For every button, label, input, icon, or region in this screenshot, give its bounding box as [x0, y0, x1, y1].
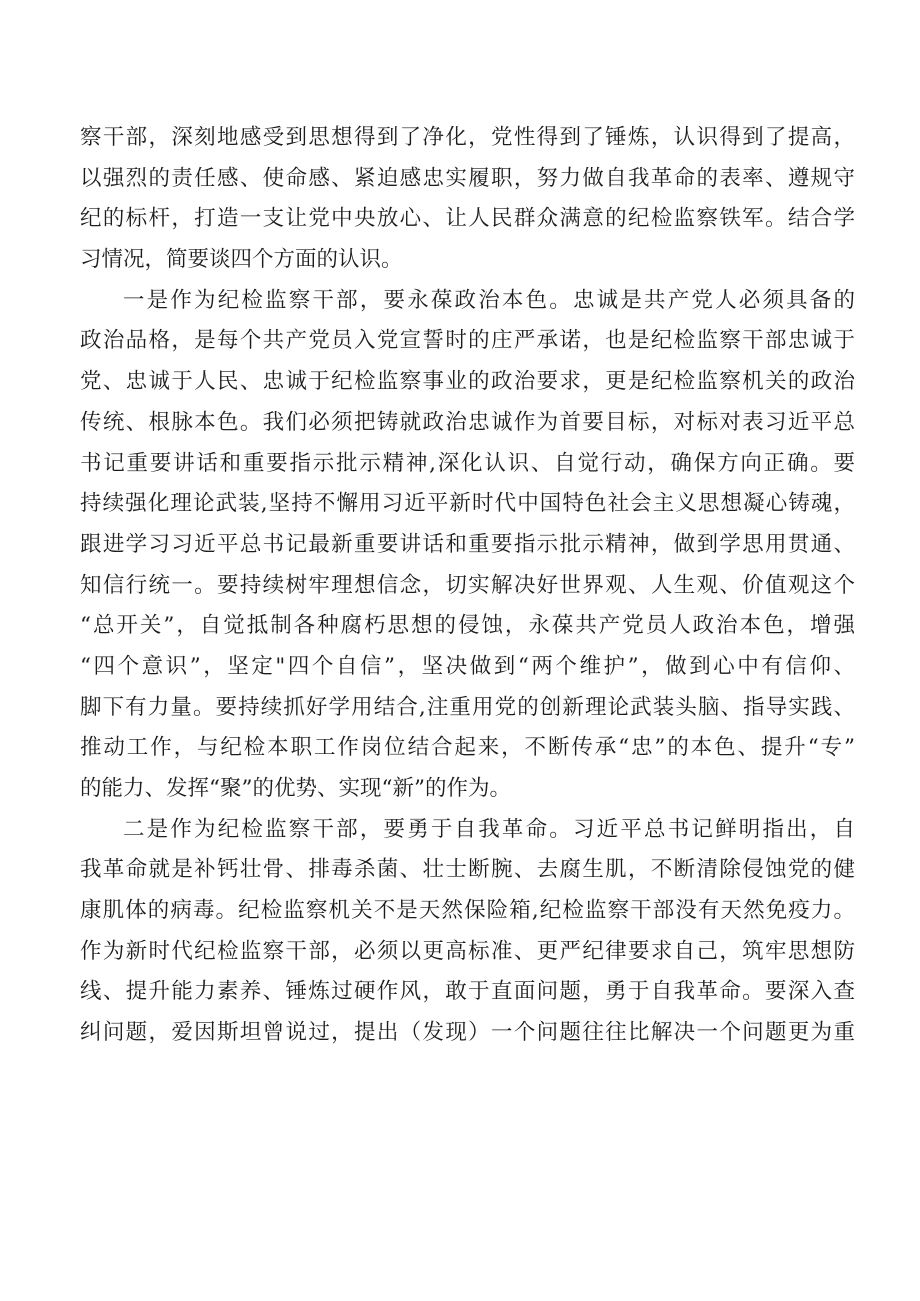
text-line: 持续强化理论武装,坚持不懈用习近平新时代中国特色社会主义思想凝心铸魂，	[80, 491, 855, 517]
text-line: 以强烈的责任感、使命感、紧迫感忠实履职，努力做自我革命的表率、遵规守	[80, 165, 855, 191]
text-line: 习情况，简要谈四个方面的认识。	[80, 247, 403, 273]
text-line: 察干部，深刻地感受到思想得到了净化，党性得到了锤炼，认识得到了提高，	[80, 125, 855, 150]
text-line: 脚下有力量。要持续抓好学用结合,注重用党的创新理论武装头脑、指导实践、	[80, 694, 855, 720]
paragraph-first-line: 二是作为纪检监察干部，要勇于自我革命。习近平总书记鲜明指出，自	[123, 816, 855, 842]
text-line: 书记重要讲话和重要指示批示精神,深化认识、自觉行动，确保方向正确。要	[80, 450, 855, 476]
text-line: 康肌体的病毒。纪检监察机关不是天然保险箱,纪检监察干部没有天然免疫力。	[80, 898, 855, 924]
text-line: 政治品格，是每个共产党员入党宣誓时的庄严承诺，也是纪检监察干部忠诚于	[80, 328, 855, 354]
text-line: 党、忠诚于人民、忠诚于纪检监察事业的政治要求，更是纪检监察机关的政治	[80, 369, 855, 395]
paragraph-first-line: 一是作为纪检监察干部，要永葆政治本色。忠诚是共产党人必须具备的	[123, 287, 855, 313]
text-line: 推动工作，与纪检本职工作岗位结合起来，不断传承“忠”的本色、提升“专”	[80, 735, 855, 761]
text-line: 跟进学习习近平总书记最新重要讲话和重要指示批示精神，做到学思用贯通、	[80, 531, 855, 557]
text-line: 作为新时代纪检监察干部，必须以更高标准、更严纪律要求自己，筑牢思想防	[80, 938, 855, 964]
text-line: “总开关”，自觉抵制各种腐朽思想的侵蚀，永葆共产党员人政治本色，增强	[80, 613, 855, 639]
text-line: 纪的标杆，打造一支让党中央放心、让人民群众满意的纪检监察铁军。结合学	[80, 206, 855, 232]
text-line: “四个意识”，坚定"四个自信”，坚决做到“两个维护”，做到心中有信仰、	[80, 653, 855, 679]
document-body	[80, 118, 855, 1054]
text-line: 的能力、发挥“聚”的优势、实现“新”的作为。	[80, 776, 511, 801]
text-line: 传统、根脉本色。我们必须把铸就政治忠诚作为首要目标，对标对表习近平总	[80, 409, 855, 435]
text-line: 我革命就是补钙壮骨、排毒杀菌、壮士断腕、去腐生肌，不断清除侵蚀党的健	[80, 857, 855, 883]
text-line: 线、提升能力素养、锤炼过硬作风，敢于直面问题，勇于自我革命。要深入查	[80, 979, 855, 1005]
text-line: 知信行统一。要持续树牢理想信念，切实解决好世界观、人生观、价值观这个	[80, 572, 855, 598]
text-line: 纠问题，爱因斯坦曾说过，提出（发现）一个问题往往比解决一个问题更为重	[80, 1020, 855, 1046]
